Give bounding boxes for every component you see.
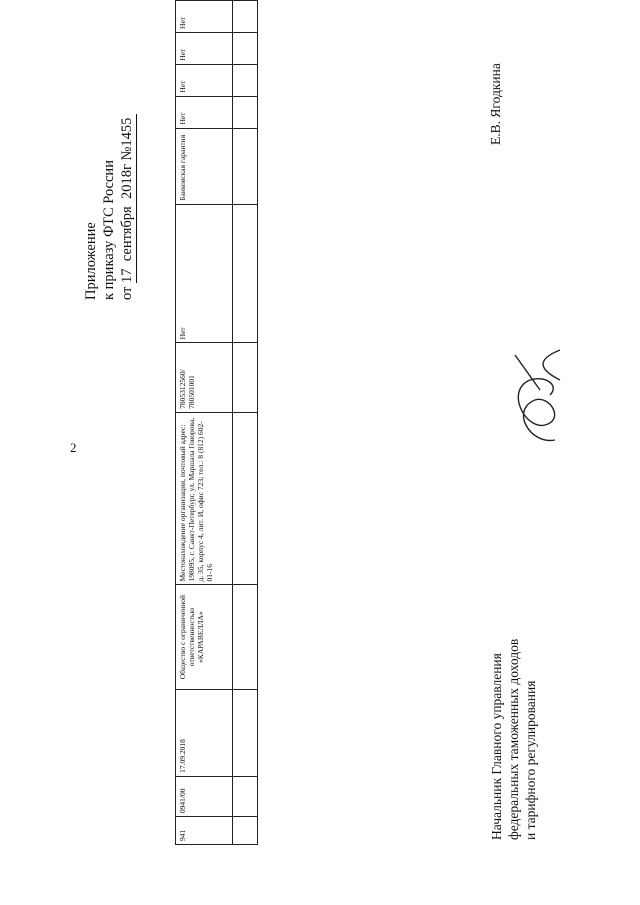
- order-number: №1455: [119, 117, 135, 161]
- table-row: [233, 1, 258, 845]
- register-table: [175, 0, 258, 845]
- empty-cell: [233, 776, 258, 816]
- empty-cell: [233, 343, 258, 413]
- cell-organization: Общество с ограниченной ответственностью «КАРАВЕЛЛА»: [176, 585, 233, 689]
- signer-name: Е.В. Ягодкина: [488, 63, 503, 145]
- cell-col10: Нет: [176, 64, 233, 96]
- cell-date: 17.09.2018: [176, 689, 233, 776]
- appendix-header: [82, 20, 137, 300]
- empty-cell: [233, 817, 258, 845]
- empty-cell: [233, 128, 258, 204]
- cell-guarantee: Банковская гарантия: [176, 128, 233, 204]
- empty-cell: [233, 585, 258, 689]
- empty-cell: [233, 96, 258, 128]
- cell-col11: Нет: [176, 32, 233, 64]
- empty-cell: [233, 64, 258, 96]
- signer-position: Начальник Главного управления федеральных таможенных доходов и тарифного регулирования: [489, 638, 538, 840]
- appendix-order-ref: к приказу ФТС России: [101, 160, 117, 300]
- cell-address: Местонахождение организации, почтовый адрес: 198095, г. Санкт-Петербург, ул. Маршала Говорова, д. 35, корпус 4, лит. И, офис 723; тел.: 8 (812) 602-01-16: [176, 412, 233, 585]
- cell-col9: Нет: [176, 96, 233, 128]
- empty-cell: [233, 1, 258, 33]
- handwritten-signature: [500, 340, 580, 450]
- appendix-order-date: от 17 сентября 2018г №1455: [118, 20, 137, 300]
- order-year: 2018г: [119, 164, 135, 200]
- table-row: [176, 1, 233, 845]
- order-day: 17: [119, 268, 135, 283]
- cell-inn-kpp: 7805312560/ 780501001: [176, 343, 233, 413]
- cell-reg-no: 0941/00: [176, 776, 233, 816]
- empty-cell: [233, 689, 258, 776]
- order-month: сентября: [119, 206, 135, 262]
- appendix-title: Приложение: [83, 222, 99, 300]
- empty-cell: [233, 32, 258, 64]
- cell-col12: Нет: [176, 1, 233, 33]
- empty-cell: [233, 412, 258, 585]
- empty-cell: [233, 204, 258, 343]
- cell-col7: Нет: [176, 204, 233, 343]
- page-number: 2: [70, 440, 77, 455]
- cell-num: 941: [176, 817, 233, 845]
